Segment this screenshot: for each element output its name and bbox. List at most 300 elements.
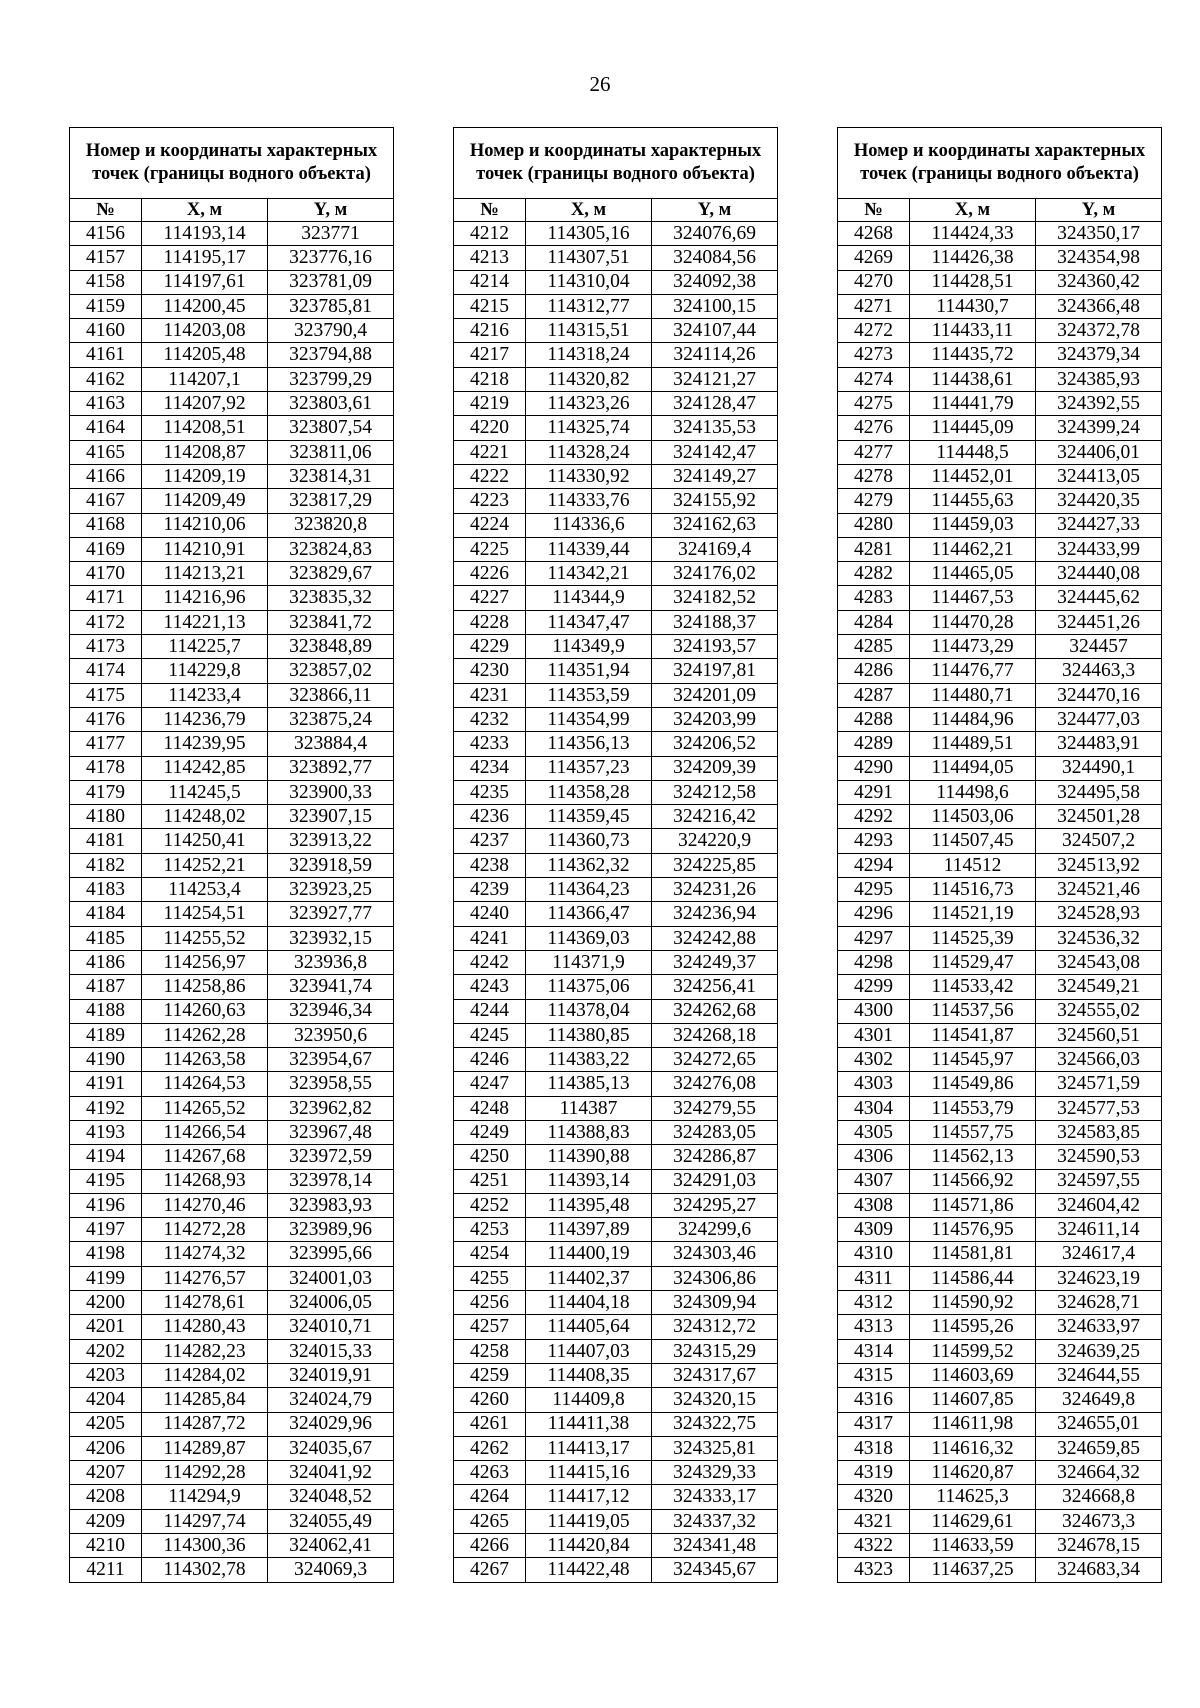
table-row: [454, 222, 778, 246]
x-coordinate: 114438,61: [910, 367, 1036, 391]
point-number: 4195: [70, 1169, 142, 1193]
x-coordinate: 114229,8: [142, 659, 268, 683]
x-coordinate: 114318,24: [526, 343, 652, 367]
table-row: [454, 659, 778, 683]
y-coordinate: 324197,81: [652, 659, 778, 683]
y-coordinate: 323811,06: [268, 440, 394, 464]
point-number: 4272: [838, 319, 910, 343]
y-coordinate: 323958,55: [268, 1072, 394, 1096]
x-coordinate: 114507,45: [910, 829, 1036, 853]
x-coordinate: 114253,4: [142, 878, 268, 902]
column-header-number: №: [70, 199, 142, 222]
point-number: 4160: [70, 319, 142, 343]
x-coordinate: 114549,86: [910, 1072, 1036, 1096]
point-number: 4280: [838, 513, 910, 537]
table-row: [454, 707, 778, 731]
y-coordinate: 324451,26: [1036, 610, 1162, 634]
y-coordinate: 324354,98: [1036, 246, 1162, 270]
point-number: 4210: [70, 1534, 142, 1558]
x-coordinate: 114590,92: [910, 1291, 1036, 1315]
table-row: [70, 489, 394, 513]
table-row: [454, 1096, 778, 1120]
table-row: [454, 1169, 778, 1193]
x-coordinate: 114197,61: [142, 270, 268, 294]
point-number: 4156: [70, 222, 142, 246]
x-coordinate: 114576,95: [910, 1218, 1036, 1242]
point-number: 4286: [838, 659, 910, 683]
point-number: 4190: [70, 1048, 142, 1072]
table-row: [70, 537, 394, 561]
y-coordinate: 324372,78: [1036, 319, 1162, 343]
table-row: [454, 464, 778, 488]
table-row: [838, 343, 1162, 367]
table-row: [838, 1412, 1162, 1436]
table-row: [454, 732, 778, 756]
point-number: 4170: [70, 562, 142, 586]
table-row: [454, 246, 778, 270]
x-coordinate: 114402,37: [526, 1266, 652, 1290]
point-number: 4171: [70, 586, 142, 610]
x-coordinate: 114292,28: [142, 1461, 268, 1485]
y-coordinate: 323907,15: [268, 805, 394, 829]
point-number: 4248: [454, 1096, 526, 1120]
table-row: [838, 1193, 1162, 1217]
point-number: 4189: [70, 1023, 142, 1047]
table-row: [70, 1169, 394, 1193]
table-row: [838, 222, 1162, 246]
table-row: [454, 853, 778, 877]
y-coordinate: 324315,29: [652, 1339, 778, 1363]
table-row: [454, 683, 778, 707]
table-row: [70, 1436, 394, 1460]
y-coordinate: 324445,62: [1036, 586, 1162, 610]
y-coordinate: 324483,91: [1036, 732, 1162, 756]
point-number: 4243: [454, 975, 526, 999]
point-number: 4290: [838, 756, 910, 780]
table-row: [838, 902, 1162, 926]
point-number: 4187: [70, 975, 142, 999]
x-coordinate: 114359,45: [526, 805, 652, 829]
y-coordinate: 323946,34: [268, 999, 394, 1023]
point-number: 4186: [70, 950, 142, 974]
point-number: 4239: [454, 878, 526, 902]
y-coordinate: 324203,99: [652, 707, 778, 731]
table-row: [838, 805, 1162, 829]
y-coordinate: 324201,09: [652, 683, 778, 707]
y-coordinate: 324668,8: [1036, 1485, 1162, 1509]
table-row: [454, 950, 778, 974]
x-coordinate: 114408,35: [526, 1363, 652, 1387]
y-coordinate: 324521,46: [1036, 878, 1162, 902]
table-row: [454, 1558, 778, 1582]
table-row: [70, 683, 394, 707]
y-coordinate: 324006,05: [268, 1291, 394, 1315]
point-number: 4288: [838, 707, 910, 731]
x-coordinate: 114208,51: [142, 416, 268, 440]
x-coordinate: 114347,47: [526, 610, 652, 634]
y-coordinate: 323978,14: [268, 1169, 394, 1193]
x-coordinate: 114571,86: [910, 1193, 1036, 1217]
point-number: 4266: [454, 1534, 526, 1558]
x-coordinate: 114512: [910, 853, 1036, 877]
page-number: 26: [589, 72, 611, 96]
table-row: [838, 853, 1162, 877]
table-row: [70, 1412, 394, 1436]
x-coordinate: 114366,47: [526, 902, 652, 926]
table-row: [454, 829, 778, 853]
point-number: 4178: [70, 756, 142, 780]
table-row: [838, 610, 1162, 634]
point-number: 4283: [838, 586, 910, 610]
y-coordinate: 323972,59: [268, 1145, 394, 1169]
x-coordinate: 114297,74: [142, 1509, 268, 1533]
y-coordinate: 324571,59: [1036, 1072, 1162, 1096]
point-number: 4172: [70, 610, 142, 634]
y-coordinate: 323776,16: [268, 246, 394, 270]
y-coordinate: 324392,55: [1036, 392, 1162, 416]
table-row: [838, 950, 1162, 974]
y-coordinate: 323923,25: [268, 878, 394, 902]
x-coordinate: 114285,84: [142, 1388, 268, 1412]
point-number: 4218: [454, 367, 526, 391]
table-row: [70, 610, 394, 634]
table-row: [838, 1266, 1162, 1290]
y-coordinate: 324169,4: [652, 537, 778, 561]
y-coordinate: 324379,34: [1036, 343, 1162, 367]
point-number: 4183: [70, 878, 142, 902]
point-number: 4257: [454, 1315, 526, 1339]
point-number: 4236: [454, 805, 526, 829]
table-row: [70, 270, 394, 294]
table-row: [70, 367, 394, 391]
point-number: 4179: [70, 780, 142, 804]
y-coordinate: 323820,8: [268, 513, 394, 537]
x-coordinate: 114581,81: [910, 1242, 1036, 1266]
x-coordinate: 114213,21: [142, 562, 268, 586]
y-coordinate: 323932,15: [268, 926, 394, 950]
point-number: 4204: [70, 1388, 142, 1412]
x-coordinate: 114323,26: [526, 392, 652, 416]
point-number: 4255: [454, 1266, 526, 1290]
table-row: [838, 367, 1162, 391]
point-number: 4278: [838, 464, 910, 488]
y-coordinate: 323950,6: [268, 1023, 394, 1047]
point-number: 4173: [70, 635, 142, 659]
x-coordinate: 114364,23: [526, 878, 652, 902]
point-number: 4206: [70, 1436, 142, 1460]
point-number: 4244: [454, 999, 526, 1023]
x-coordinate: 114397,89: [526, 1218, 652, 1242]
column-header-number: №: [838, 199, 910, 222]
point-number: 4201: [70, 1315, 142, 1339]
point-number: 4319: [838, 1461, 910, 1485]
x-coordinate: 114310,04: [526, 270, 652, 294]
table-row: [838, 440, 1162, 464]
x-coordinate: 114210,91: [142, 537, 268, 561]
x-coordinate: 114409,8: [526, 1388, 652, 1412]
x-coordinate: 114516,73: [910, 878, 1036, 902]
point-number: 4292: [838, 805, 910, 829]
y-coordinate: 324206,52: [652, 732, 778, 756]
point-number: 4175: [70, 683, 142, 707]
point-number: 4227: [454, 586, 526, 610]
point-number: 4263: [454, 1461, 526, 1485]
table-row: [70, 878, 394, 902]
x-coordinate: 114358,28: [526, 780, 652, 804]
y-coordinate: 324069,3: [268, 1558, 394, 1582]
table-row: [838, 294, 1162, 318]
table-row: [454, 1461, 778, 1485]
table-row: [454, 1485, 778, 1509]
table-row: [454, 975, 778, 999]
table-row: [70, 464, 394, 488]
y-coordinate: 324303,46: [652, 1242, 778, 1266]
y-coordinate: 324322,75: [652, 1412, 778, 1436]
table-row: [454, 319, 778, 343]
x-coordinate: 114375,06: [526, 975, 652, 999]
column-header-y: Y, м: [268, 199, 394, 222]
table-row: [838, 975, 1162, 999]
point-number: 4299: [838, 975, 910, 999]
y-coordinate: 323794,88: [268, 343, 394, 367]
table-row: [454, 343, 778, 367]
y-coordinate: 324128,47: [652, 392, 778, 416]
table-row: [454, 926, 778, 950]
x-coordinate: 114441,79: [910, 392, 1036, 416]
x-coordinate: 114557,75: [910, 1120, 1036, 1144]
y-coordinate: 324306,86: [652, 1266, 778, 1290]
table-row: [838, 586, 1162, 610]
y-coordinate: 324001,03: [268, 1266, 394, 1290]
table-row: [838, 1169, 1162, 1193]
y-coordinate: 324182,52: [652, 586, 778, 610]
table-row: [454, 1412, 778, 1436]
x-coordinate: 114395,48: [526, 1193, 652, 1217]
point-number: 4217: [454, 343, 526, 367]
x-coordinate: 114424,33: [910, 222, 1036, 246]
x-coordinate: 114354,99: [526, 707, 652, 731]
y-coordinate: 323803,61: [268, 392, 394, 416]
x-coordinate: 114344,9: [526, 586, 652, 610]
coordinates-table: [837, 127, 1162, 1583]
y-coordinate: 324019,91: [268, 1363, 394, 1387]
table-row: [70, 780, 394, 804]
x-coordinate: 114307,51: [526, 246, 652, 270]
y-coordinate: 323785,81: [268, 294, 394, 318]
table-row: [454, 902, 778, 926]
table-row: [454, 999, 778, 1023]
column-header-y: Y, м: [1036, 199, 1162, 222]
x-coordinate: 114258,86: [142, 975, 268, 999]
coordinates-table: [453, 127, 778, 1583]
x-coordinate: 114320,82: [526, 367, 652, 391]
table-row: [70, 319, 394, 343]
y-coordinate: 323814,31: [268, 464, 394, 488]
table-row: [70, 562, 394, 586]
table-row: [70, 1242, 394, 1266]
table-row: [70, 805, 394, 829]
column-header-x: X, м: [142, 199, 268, 222]
x-coordinate: 114473,29: [910, 635, 1036, 659]
y-coordinate: 324399,24: [1036, 416, 1162, 440]
point-number: 4316: [838, 1388, 910, 1412]
table-row: [838, 780, 1162, 804]
table-row: [838, 1436, 1162, 1460]
point-number: 4307: [838, 1169, 910, 1193]
x-coordinate: 114270,46: [142, 1193, 268, 1217]
x-coordinate: 114300,36: [142, 1534, 268, 1558]
table-row: [70, 1558, 394, 1582]
table-row: [454, 1242, 778, 1266]
point-number: 4237: [454, 829, 526, 853]
y-coordinate: 324528,93: [1036, 902, 1162, 926]
table-row: [838, 1461, 1162, 1485]
x-coordinate: 114521,19: [910, 902, 1036, 926]
table-row: [838, 635, 1162, 659]
y-coordinate: 324633,97: [1036, 1315, 1162, 1339]
table-row: [838, 1339, 1162, 1363]
table-row: [70, 853, 394, 877]
y-coordinate: 324193,57: [652, 635, 778, 659]
table-row: [838, 392, 1162, 416]
x-coordinate: 114537,56: [910, 999, 1036, 1023]
x-coordinate: 114452,01: [910, 464, 1036, 488]
table-row: [70, 1509, 394, 1533]
table-row: [838, 756, 1162, 780]
point-number: 4157: [70, 246, 142, 270]
point-number: 4215: [454, 294, 526, 318]
table-row: [454, 1023, 778, 1047]
x-coordinate: 114484,96: [910, 707, 1036, 731]
x-coordinate: 114629,61: [910, 1509, 1036, 1533]
table-row: [838, 829, 1162, 853]
x-coordinate: 114208,87: [142, 440, 268, 464]
y-coordinate: 324536,32: [1036, 926, 1162, 950]
y-coordinate: 323857,02: [268, 659, 394, 683]
x-coordinate: 114362,32: [526, 853, 652, 877]
y-coordinate: 324142,47: [652, 440, 778, 464]
table-row: [70, 392, 394, 416]
table-row: [454, 1339, 778, 1363]
point-number: 4254: [454, 1242, 526, 1266]
point-number: 4273: [838, 343, 910, 367]
y-coordinate: 324507,2: [1036, 829, 1162, 853]
x-coordinate: 114586,44: [910, 1266, 1036, 1290]
x-coordinate: 114455,63: [910, 489, 1036, 513]
point-number: 4233: [454, 732, 526, 756]
table-title: Номер и координаты характерных точек (границы водного объекта): [70, 128, 394, 199]
x-coordinate: 114387: [526, 1096, 652, 1120]
x-coordinate: 114236,79: [142, 707, 268, 731]
table-title: Номер и координаты характерных точек (границы водного объекта): [454, 128, 778, 199]
point-number: 4202: [70, 1339, 142, 1363]
point-number: 4230: [454, 659, 526, 683]
point-number: 4240: [454, 902, 526, 926]
table-row: [454, 1072, 778, 1096]
point-number: 4219: [454, 392, 526, 416]
table-row: [838, 659, 1162, 683]
y-coordinate: 324291,03: [652, 1169, 778, 1193]
y-coordinate: 324337,32: [652, 1509, 778, 1533]
y-coordinate: 324495,58: [1036, 780, 1162, 804]
point-number: 4198: [70, 1242, 142, 1266]
y-coordinate: 324549,21: [1036, 975, 1162, 999]
x-coordinate: 114266,54: [142, 1120, 268, 1144]
y-coordinate: 323799,29: [268, 367, 394, 391]
y-coordinate: 324024,79: [268, 1388, 394, 1412]
point-number: 4158: [70, 270, 142, 294]
x-coordinate: 114503,06: [910, 805, 1036, 829]
table-row: [70, 999, 394, 1023]
x-coordinate: 114255,52: [142, 926, 268, 950]
point-number: 4188: [70, 999, 142, 1023]
table-row: [838, 878, 1162, 902]
table-row: [838, 489, 1162, 513]
y-coordinate: 323781,09: [268, 270, 394, 294]
table-row: [838, 1509, 1162, 1533]
point-number: 4212: [454, 222, 526, 246]
point-number: 4252: [454, 1193, 526, 1217]
table-row: [838, 683, 1162, 707]
point-number: 4291: [838, 780, 910, 804]
table-row: [70, 1291, 394, 1315]
table-row: [70, 1120, 394, 1144]
x-coordinate: 114262,28: [142, 1023, 268, 1047]
y-coordinate: 324555,02: [1036, 999, 1162, 1023]
x-coordinate: 114566,92: [910, 1169, 1036, 1193]
table-title: Номер и координаты характерных точек (границы водного объекта): [838, 128, 1162, 199]
x-coordinate: 114620,87: [910, 1461, 1036, 1485]
point-number: 4298: [838, 950, 910, 974]
y-coordinate: 324385,93: [1036, 367, 1162, 391]
point-number: 4191: [70, 1072, 142, 1096]
table-row: [70, 950, 394, 974]
y-coordinate: 323936,8: [268, 950, 394, 974]
point-number: 4301: [838, 1023, 910, 1047]
point-number: 4213: [454, 246, 526, 270]
table-row: [70, 707, 394, 731]
point-number: 4222: [454, 464, 526, 488]
x-coordinate: 114233,4: [142, 683, 268, 707]
y-coordinate: 324312,72: [652, 1315, 778, 1339]
point-number: 4208: [70, 1485, 142, 1509]
x-coordinate: 114267,68: [142, 1145, 268, 1169]
point-number: 4310: [838, 1242, 910, 1266]
point-number: 4216: [454, 319, 526, 343]
x-coordinate: 114419,05: [526, 1509, 652, 1533]
x-coordinate: 114411,38: [526, 1412, 652, 1436]
table-row: [454, 780, 778, 804]
table-row: [838, 926, 1162, 950]
table-row: [70, 513, 394, 537]
x-coordinate: 114369,03: [526, 926, 652, 950]
x-coordinate: 114333,76: [526, 489, 652, 513]
table-row: [70, 222, 394, 246]
x-coordinate: 114278,61: [142, 1291, 268, 1315]
point-number: 4262: [454, 1436, 526, 1460]
x-coordinate: 114284,02: [142, 1363, 268, 1387]
x-coordinate: 114242,85: [142, 756, 268, 780]
point-number: 4225: [454, 537, 526, 561]
y-coordinate: 324114,26: [652, 343, 778, 367]
table-row: [838, 1315, 1162, 1339]
y-coordinate: 324678,15: [1036, 1534, 1162, 1558]
point-number: 4274: [838, 367, 910, 391]
y-coordinate: 324216,42: [652, 805, 778, 829]
point-number: 4281: [838, 537, 910, 561]
y-coordinate: 324639,25: [1036, 1339, 1162, 1363]
x-coordinate: 114248,02: [142, 805, 268, 829]
